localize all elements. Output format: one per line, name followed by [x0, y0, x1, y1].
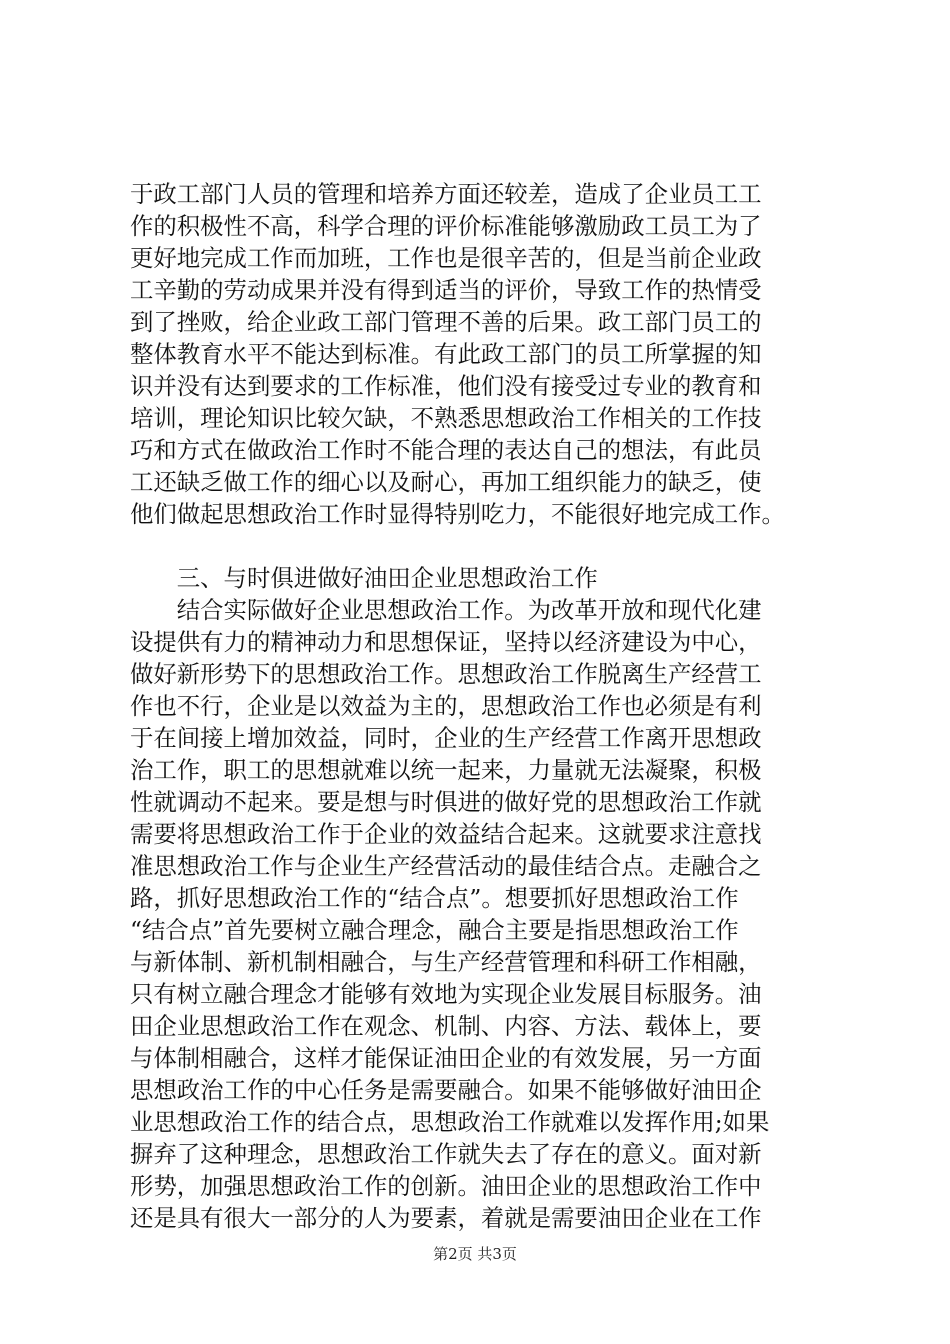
- text-line: 工辛勤的劳动成果并没有得到适当的评价，导致工作的热情受: [130, 276, 762, 304]
- text-line: 摒弃了这种理念，思想政治工作就失去了存在的意义。面对新: [130, 1140, 762, 1168]
- text-line: 整体教育水平不能达到标准。有此政工部门的员工所掌握的知: [130, 340, 762, 368]
- text-line: 形势，加强思想政治工作的创新。油田企业的思想政治工作中: [130, 1172, 762, 1200]
- body-text: [130, 178, 830, 1234]
- text-line: 作也不行，企业是以效益为主的，思想政治工作也必须是有利: [130, 692, 762, 720]
- text-line: 性就调动不起来。要是想与时俱进的做好党的思想政治工作就: [130, 788, 762, 816]
- text-line: 于在间接上增加效益，同时，企业的生产经营工作离开思想政: [130, 724, 762, 752]
- text-line: 识并没有达到要求的工作标准，他们没有接受过专业的教育和: [130, 372, 762, 400]
- text-line: 做好新形势下的思想政治工作。思想政治工作脱离生产经营工: [130, 660, 762, 688]
- text-line: 结合实际做好企业思想政治工作。为改革开放和现代化建: [130, 596, 762, 624]
- text-line: 田企业思想政治工作在观念、机制、内容、方法、载体上，要: [130, 1012, 762, 1040]
- text-line: 还是具有很大一部分的人为要素，着就是需要油田企业在工作: [130, 1204, 762, 1232]
- text-line: 准思想政治工作与企业生产经营活动的最佳结合点。走融合之: [130, 852, 762, 880]
- section-heading: 三、与时俱进做好油田企业思想政治工作: [130, 564, 598, 592]
- text-line: 设提供有力的精神动力和思想保证，坚持以经济建设为中心，: [130, 628, 762, 656]
- text-line: 更好地完成工作而加班，工作也是很辛苦的，但是当前企业政: [130, 244, 762, 272]
- text-line: 他们做起思想政治工作时显得特别吃力，不能很好地完成工作。: [130, 500, 785, 528]
- text-line: 需要将思想政治工作于企业的效益结合起来。这就要求注意找: [130, 820, 762, 848]
- text-line: “结合点”首先要树立融合理念，融合主要是指思想政治工作: [130, 916, 739, 944]
- paragraph-spacer: [130, 530, 830, 562]
- text-line: 于政工部门人员的管理和培养方面还较差，造成了企业员工工: [130, 180, 762, 208]
- text-line: 培训，理论知识比较欠缺，不熟悉思想政治工作相关的工作技: [130, 404, 762, 432]
- text-line: 只有树立融合理念才能够有效地为实现企业发展目标服务。油: [130, 980, 762, 1008]
- text-line: 路，抓好思想政治工作的“结合点”。想要抓好思想政治工作: [130, 884, 739, 912]
- text-line: 巧和方式在做政治工作时不能合理的表达自己的想法，有此员: [130, 436, 762, 464]
- text-line: 与新体制、新机制相融合，与生产经营管理和科研工作相融，: [130, 948, 762, 976]
- text-line: 思想政治工作的中心任务是需要融合。如果不能够做好油田企: [130, 1076, 762, 1104]
- text-line: 与体制相融合，这样才能保证油田企业的有效发展，另一方面: [130, 1044, 762, 1072]
- text-line: 到了挫败，给企业政工部门管理不善的后果。政工部门员工的: [130, 308, 762, 336]
- text-line: 工还缺乏做工作的细心以及耐心，再加工组织能力的缺乏，使: [130, 468, 762, 496]
- text-line: 业思想政治工作的结合点，思想政治工作就难以发挥作用;如果: [130, 1108, 770, 1136]
- text-line: 作的积极性不高，科学合理的评价标准能够激励政工员工为了: [130, 212, 762, 240]
- text-line: 治工作，职工的思想就难以统一起来，力量就无法凝聚，积极: [130, 756, 762, 784]
- page-number-footer: 第2页 共3页: [433, 1245, 517, 1263]
